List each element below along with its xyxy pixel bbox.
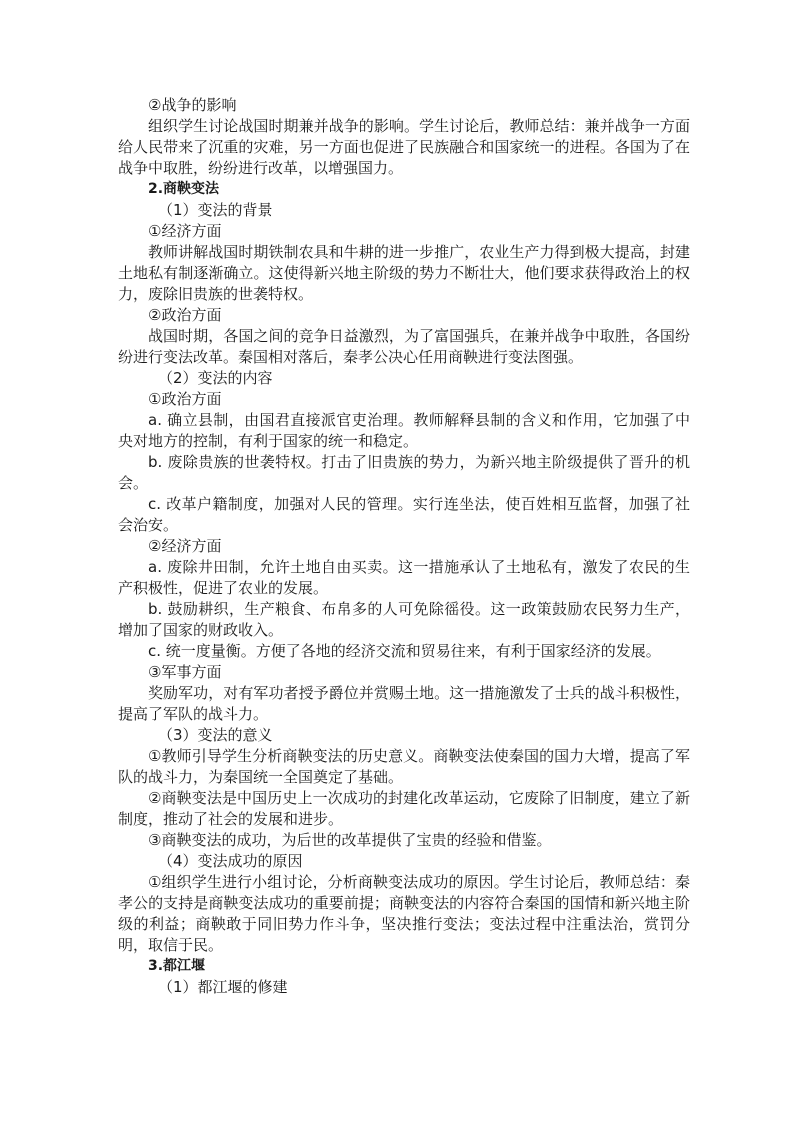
significance-p2: ②商鞅变法是中国历史上一次成功的封建化改革运动，它废除了旧制度，建立了新制度，推动了社会的发展和进步。 — [118, 789, 690, 828]
content-political-heading: ①政治方面 — [148, 390, 222, 408]
background-economic-paragraph: 教师讲解战国时期铁制农具和牛耕的进一步推广，农业生产力得到极大提高，封建土地私有制逐渐确立。这使得新兴地主阶级的势力不断壮大，他们要求获得政治上的权力，废除旧贵族的世袭特权。 — [118, 243, 690, 303]
content-economic-c: c. 统一度量衡。方便了各地的经济交流和贸易往来，有利于国家经济的发展。 — [148, 642, 661, 660]
content-political-c: c. 改革户籍制度，加强对人民的管理。实行连坐法，使百姓相互监督，加强了社会治安。 — [118, 495, 690, 534]
content-economic-heading: ②经济方面 — [148, 537, 222, 555]
shangyang-heading: 2.商鞅变法 — [148, 181, 220, 197]
reasons-p1: ①组织学生进行小组讨论，分析商鞅变法成功的原因。学生讨论后，教师总结：秦孝公的支持是商鞅变法成功的重要前提；商鞅变法的内容符合秦国的国情和新兴地主阶级的利益；商鞅敢于同旧势力作斗争，坚决推行变法；变法过程中注重法治，赏罚分明，取信于民。 — [118, 873, 690, 954]
war-impact-heading: ②战争的影响 — [148, 96, 237, 114]
content-economic-b: b. 鼓励耕织，生产粮食、布帛多的人可免除徭役。这一政策鼓励农民努力生产，增加了国家的财政收入。 — [118, 600, 690, 639]
background-political-heading: ②政治方面 — [148, 306, 222, 324]
background-heading: （1）变法的背景 — [158, 201, 273, 219]
content-political-a: a. 确立县制，由国君直接派官吏治理。教师解释县制的含义和作用，它加强了中央对地方的控制，有利于国家的统一和稳定。 — [118, 411, 690, 450]
dujiangyan-sub-heading: （1）都江堰的修建 — [158, 978, 288, 996]
document-body — [118, 95, 690, 998]
content-economic-a: a. 废除井田制，允许土地自由买卖。这一措施承认了土地私有，激发了农民的生产积极性，促进了农业的发展。 — [118, 558, 690, 597]
background-economic-heading: ①经济方面 — [148, 222, 222, 240]
content-military-heading: ③军事方面 — [148, 663, 222, 681]
reasons-heading: （4）变法成功的原因 — [158, 852, 303, 870]
content-political-b: b. 废除贵族的世袭特权。打击了旧贵族的势力，为新兴地主阶级提供了晋升的机会。 — [118, 453, 690, 492]
war-impact-paragraph: 组织学生讨论战国时期兼并战争的影响。学生讨论后，教师总结：兼并战争一方面给人民带来了沉重的灾难，另一方面也促进了民族融合和国家统一的进程。各国为了在战争中取胜，纷纷进行改革，以增强国力。 — [118, 117, 690, 177]
significance-p1: ①教师引导学生分析商鞅变法的历史意义。商鞅变法使秦国的国力大增，提高了军队的战斗力，为秦国统一全国奠定了基础。 — [118, 747, 690, 786]
content-heading: （2）变法的内容 — [158, 369, 273, 387]
significance-p3: ③商鞅变法的成功，为后世的改革提供了宝贵的经验和借鉴。 — [148, 831, 552, 849]
significance-heading: （3）变法的意义 — [158, 726, 273, 744]
background-political-paragraph: 战国时期，各国之间的竞争日益激烈，为了富国强兵，在兼并战争中取胜，各国纷纷进行变法改革。秦国相对落后，秦孝公决心任用商鞅进行变法图强。 — [118, 327, 690, 366]
content-military-paragraph: 奖励军功，对有军功者授予爵位并赏赐土地。这一措施激发了士兵的战斗积极性，提高了军队的战斗力。 — [118, 684, 690, 723]
dujiangyan-heading: 3.都江堰 — [148, 958, 206, 974]
